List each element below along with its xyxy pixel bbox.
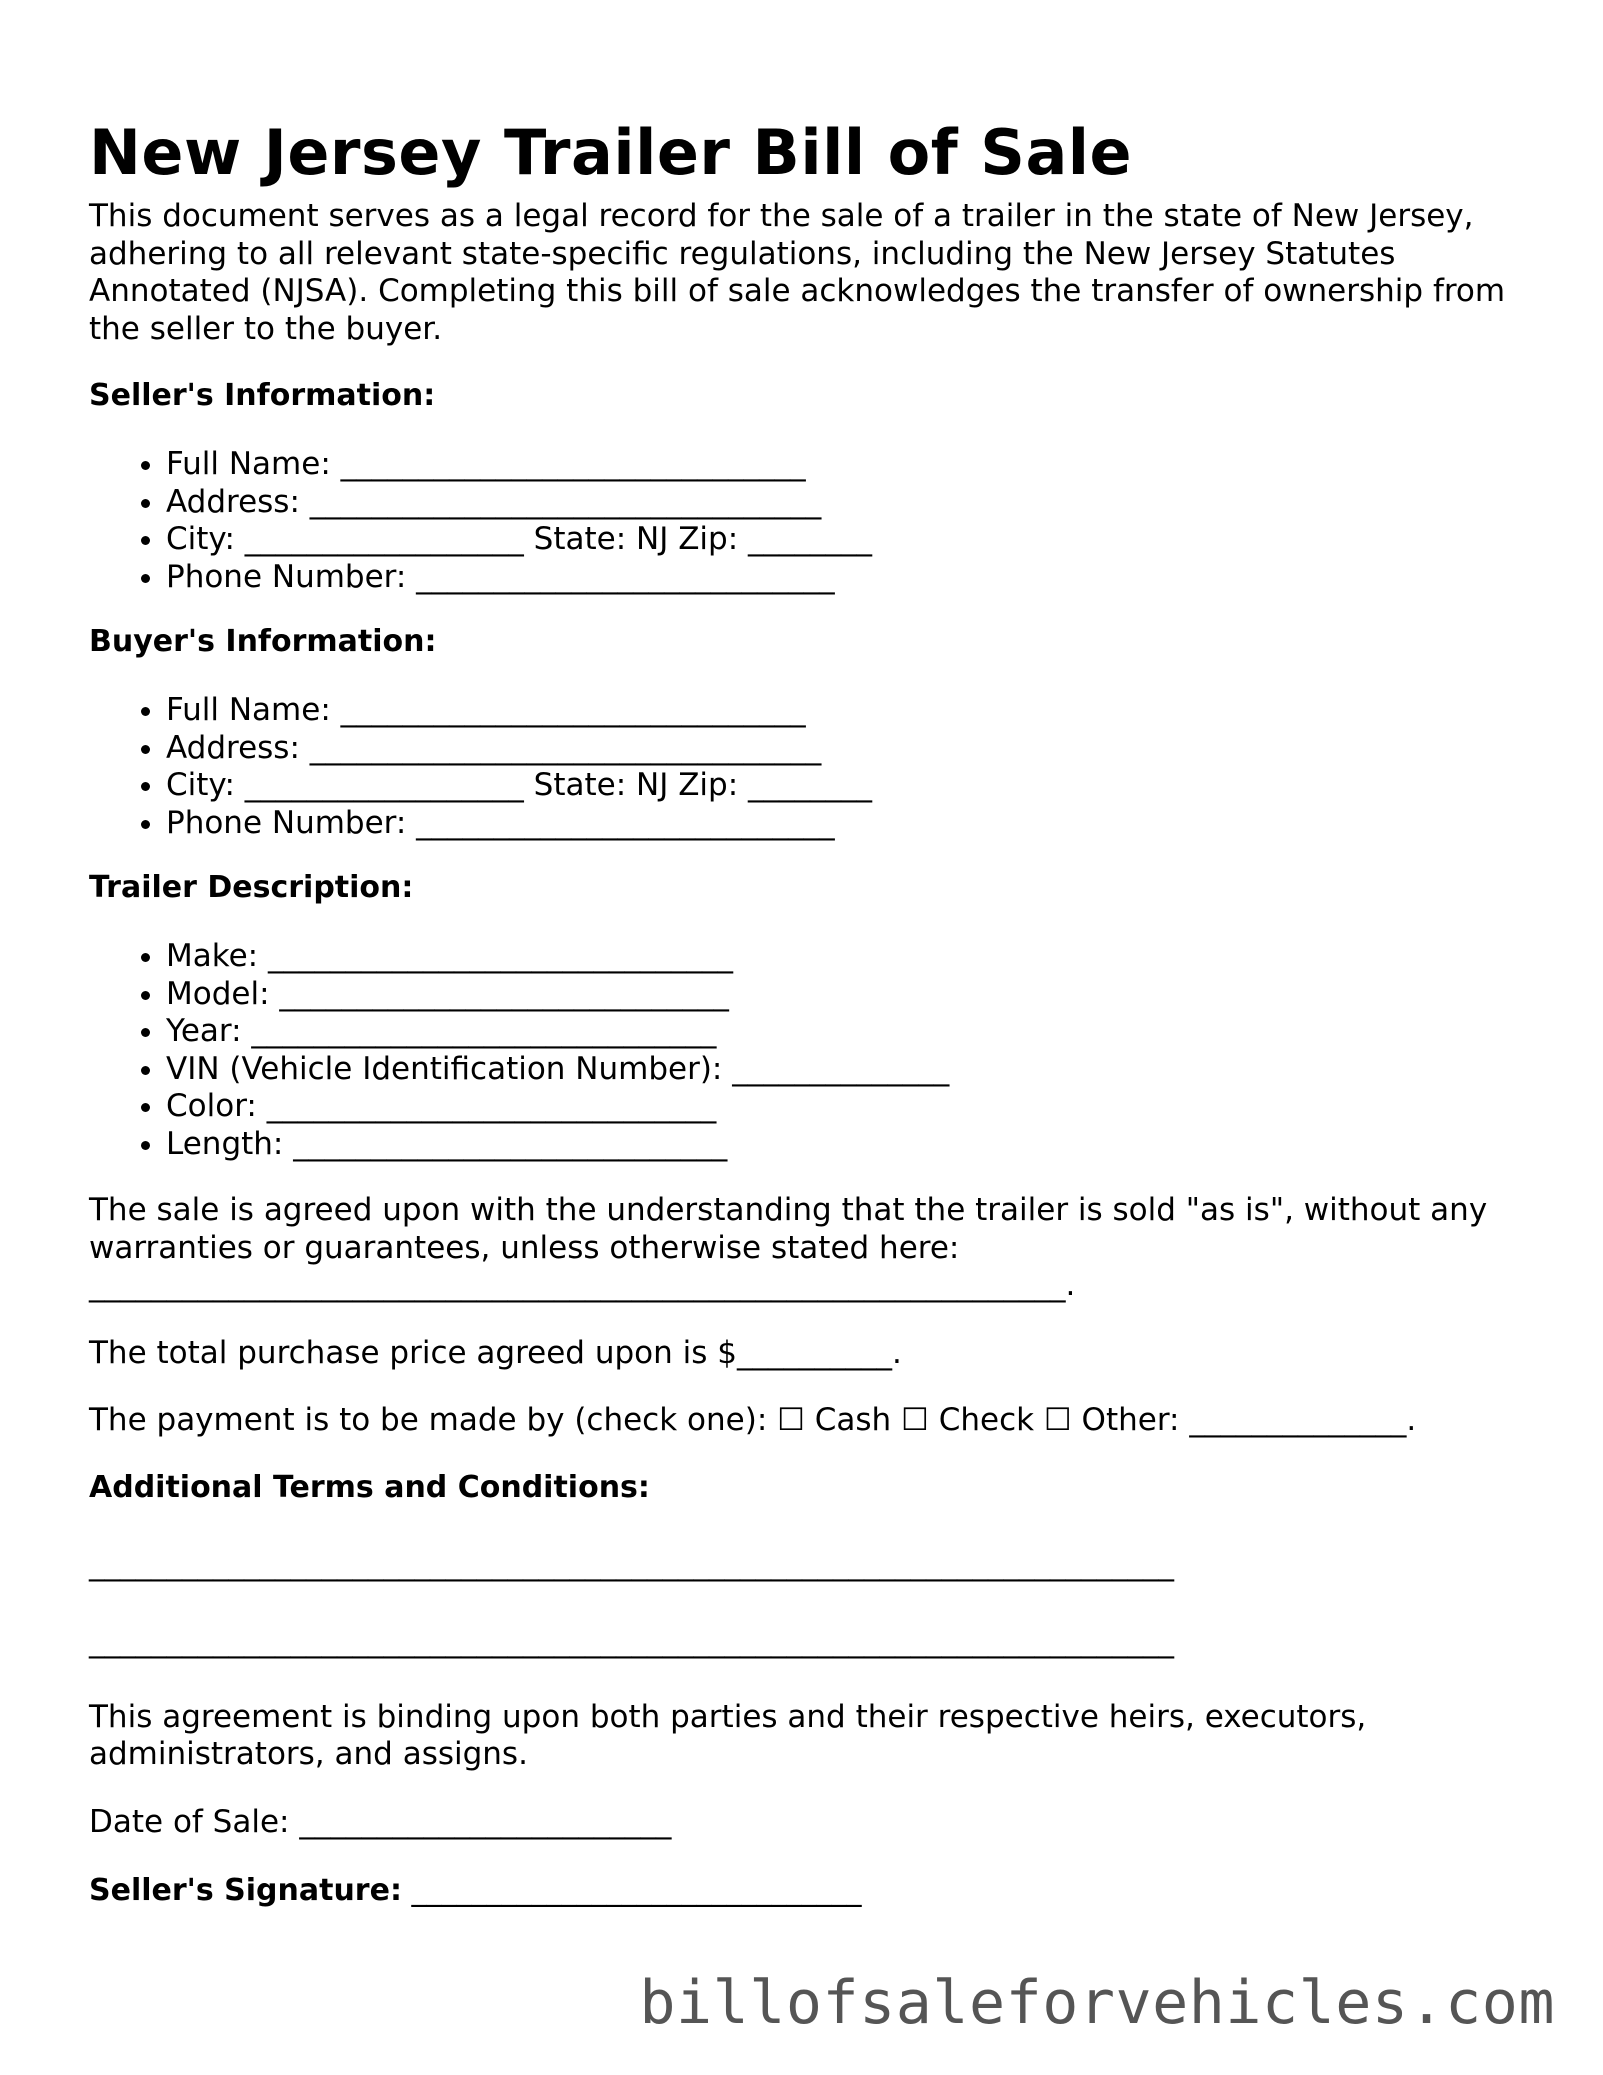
bill-of-sale-document: [89, 108, 1529, 1941]
trailer-section-heading: Trailer Description:: [89, 870, 414, 905]
trailer-make-field[interactable]: • Make: ______________________________: [166, 938, 1529, 976]
buyer-section-heading: Buyer's Information:: [89, 624, 437, 659]
site-watermark: billofsaleforvehicles.com: [639, 1968, 1555, 2038]
additional-terms-line[interactable]: ______________________________________________________________________: [89, 1623, 1174, 1659]
trailer-length-field[interactable]: • Length: ____________________________: [166, 1126, 1529, 1164]
seller-phone-field[interactable]: • Phone Number: ___________________________: [166, 559, 1529, 597]
seller-fields-list: [89, 446, 1529, 596]
seller-city-state-zip-field[interactable]: • City: __________________ State: NJ Zip: ________: [166, 521, 1529, 559]
document-title: New Jersey Trailer Bill of Sale: [89, 116, 1133, 189]
trailer-model-field[interactable]: • Model: _____________________________: [166, 976, 1529, 1014]
seller-section-heading: Seller's Information:: [89, 378, 436, 413]
intro-paragraph: This document serves as a legal record for the sale of a trailer in the state of New Jersey, adhering to all relevant state-specific regulations, including the New Jersey Statutes Annotated (NJSA). Completing this bill of sale acknowledges the transfer of ownership from the seller to the buyer.: [89, 198, 1506, 347]
seller-address-field[interactable]: • Address: _________________________________: [166, 484, 1529, 522]
trailer-fields-list: [89, 938, 1529, 1163]
payment-method-line[interactable]: The payment is to be made by (check one): ☐ Cash ☐ Check ☐ Other: ______________.: [89, 1402, 1417, 1438]
buyer-address-field[interactable]: • Address: _________________________________: [166, 730, 1529, 768]
seller-signature-line[interactable]: ______________________________: [411, 1873, 862, 1908]
as-is-clause: The sale is agreed upon with the understanding that the trailer is sold "as is", without any warranties or guarantees, unless otherwise stated here: _______________________________________________________________.: [89, 1192, 1488, 1303]
trailer-color-field[interactable]: • Color: _____________________________: [166, 1088, 1529, 1126]
binding-clause: This agreement is binding upon both parties and their respective heirs, executors, administrators, and assigns.: [89, 1698, 1367, 1772]
seller-full-name-field[interactable]: • Full Name: ______________________________: [166, 446, 1529, 484]
seller-signature-field[interactable]: [89, 1871, 1529, 1911]
buyer-fields-list: [89, 692, 1529, 842]
buyer-phone-field[interactable]: • Phone Number: ___________________________: [166, 805, 1529, 843]
seller-signature-label: Seller's Signature:: [89, 1873, 402, 1908]
additional-terms-line[interactable]: ______________________________________________________________________: [89, 1545, 1174, 1582]
buyer-full-name-field[interactable]: • Full Name: ______________________________: [166, 692, 1529, 730]
purchase-price-line[interactable]: The total purchase price agreed upon is $__________.: [89, 1334, 902, 1371]
trailer-year-field[interactable]: • Year: ______________________________: [166, 1013, 1529, 1051]
trailer-vin-field[interactable]: • VIN (Vehicle Identification Number): ______________: [166, 1051, 1529, 1089]
additional-terms-heading: Additional Terms and Conditions:: [89, 1469, 650, 1505]
buyer-city-state-zip-field[interactable]: • City: __________________ State: NJ Zip: ________: [166, 767, 1529, 805]
date-of-sale-field[interactable]: Date of Sale: ________________________: [89, 1803, 672, 1840]
